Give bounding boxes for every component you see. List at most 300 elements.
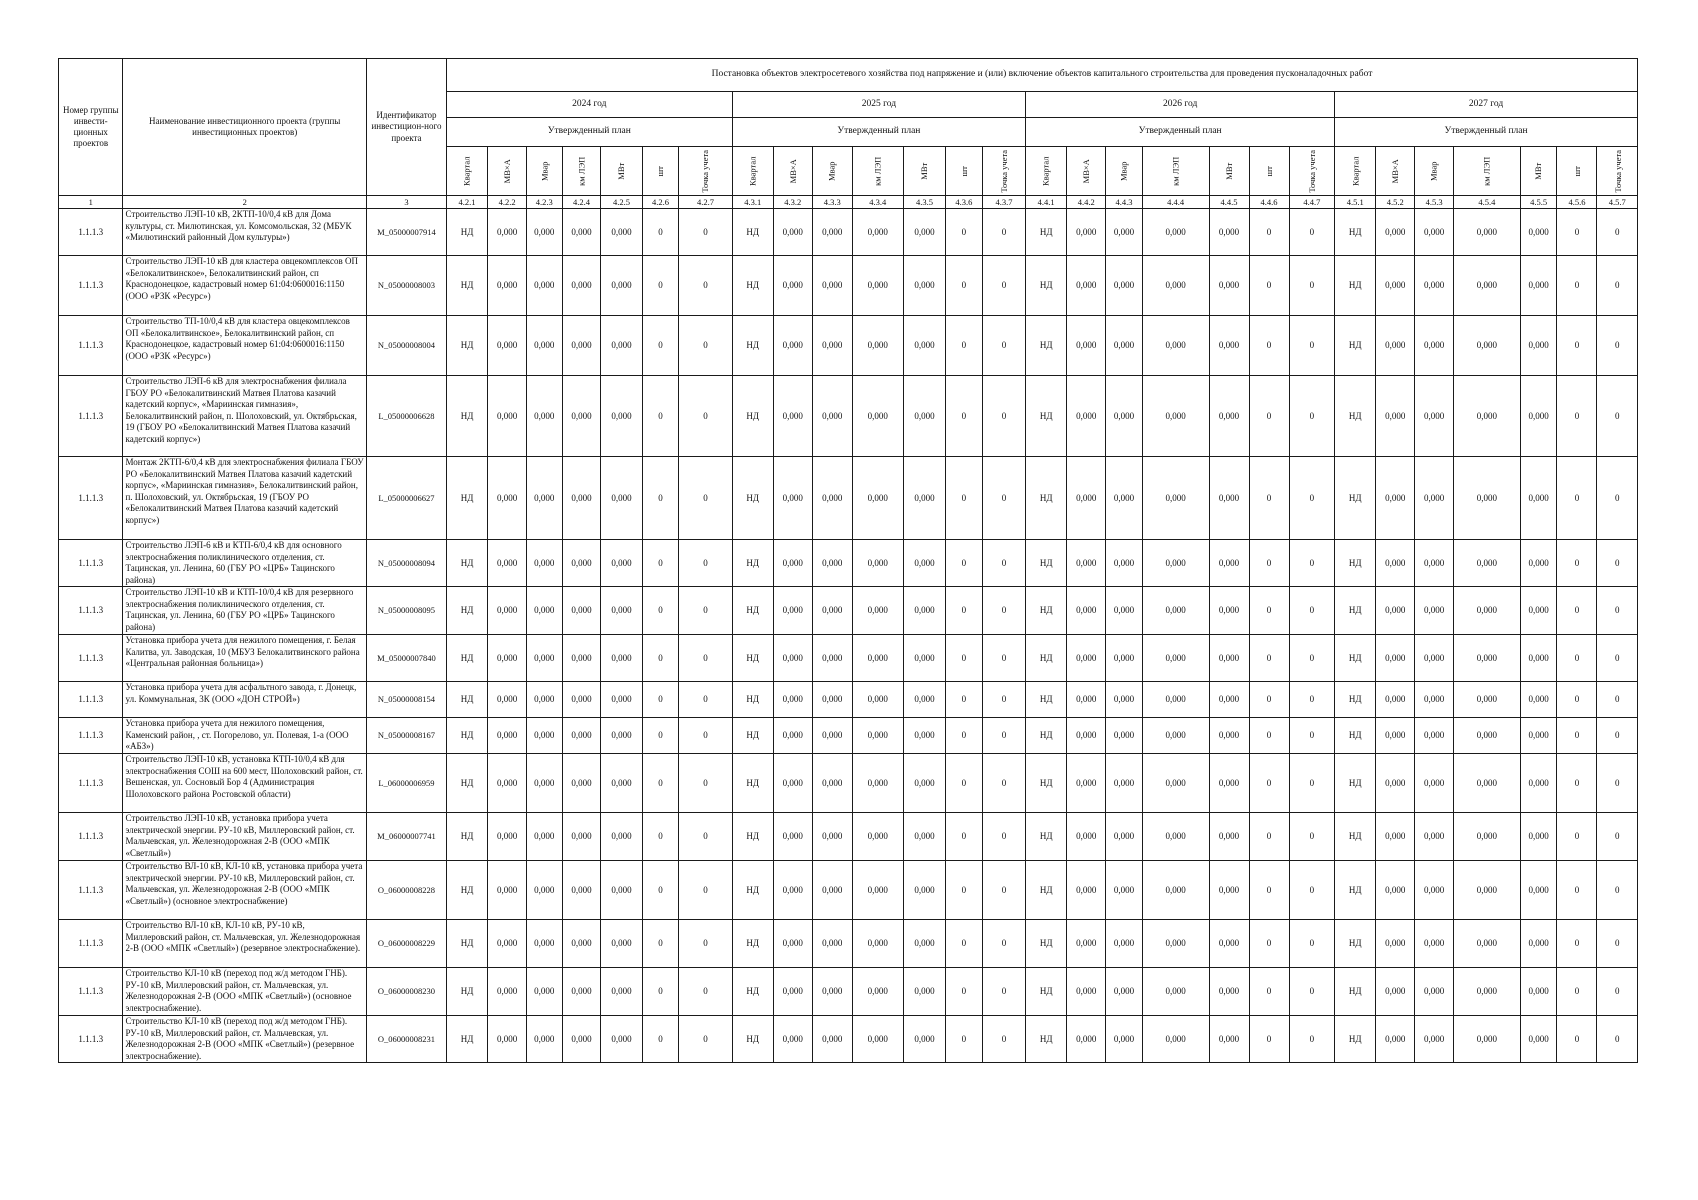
unit-header: [1106, 147, 1143, 196]
value-cell: 0: [946, 540, 983, 587]
value-cell: 0,000: [773, 718, 812, 754]
value-cell: 0: [1249, 256, 1289, 316]
value-cell: 0,000: [562, 754, 601, 813]
value-cell: 0,000: [1067, 682, 1106, 718]
value-cell: НД: [446, 376, 487, 457]
value-cell: 0,000: [1415, 682, 1454, 718]
value-cell: 0: [1597, 540, 1638, 587]
value-cell: НД: [732, 316, 773, 376]
value-cell: 0: [1597, 754, 1638, 813]
value-cell: 0: [946, 376, 983, 457]
value-cell: 0,000: [1209, 718, 1249, 754]
column-code: 4.3.3: [812, 196, 852, 209]
value-cell: НД: [1026, 968, 1067, 1016]
unit-label: Квартал: [1349, 156, 1360, 186]
value-cell: НД: [1335, 968, 1376, 1016]
value-cell: 0,000: [601, 861, 642, 920]
value-cell: 0,000: [601, 635, 642, 682]
value-cell: 0: [1289, 209, 1335, 256]
value-cell: 0: [946, 587, 983, 635]
value-cell: НД: [1335, 316, 1376, 376]
value-cell: НД: [1335, 635, 1376, 682]
value-cell: 0: [1557, 718, 1597, 754]
value-cell: НД: [1026, 813, 1067, 861]
value-cell: 0,000: [1520, 540, 1557, 587]
value-cell: 0,000: [1142, 920, 1209, 968]
project-name-cell: Строительство ЛЭП-10 кВ для кластера овцекомплексов ОП «Белокалитвинское», Белокалитвинский район, сп Краснодонецкое, кадастровый номер 61:04:0600016:1150 (ООО «РЗК «Ресурс»): [123, 256, 366, 316]
value-cell: 0,000: [1209, 587, 1249, 635]
unit-header: [852, 147, 903, 196]
value-cell: 0,000: [1376, 635, 1415, 682]
value-cell: 0,000: [1415, 861, 1454, 920]
value-cell: 0: [982, 1016, 1025, 1063]
value-cell: 0: [1557, 920, 1597, 968]
unit-header: [488, 147, 527, 196]
value-cell: 0,000: [1142, 754, 1209, 813]
unit-header: [527, 147, 563, 196]
value-cell: НД: [446, 682, 487, 718]
group-number-cell: 1.1.1.3: [59, 968, 123, 1016]
value-cell: НД: [1026, 457, 1067, 540]
column-code: 4.5.6: [1557, 196, 1597, 209]
value-cell: 0: [946, 256, 983, 316]
value-cell: 0: [679, 376, 732, 457]
value-cell: 0,000: [1454, 861, 1521, 920]
value-cell: 0,000: [773, 861, 812, 920]
value-cell: 0: [642, 861, 679, 920]
value-cell: 0: [1249, 718, 1289, 754]
value-cell: НД: [446, 861, 487, 920]
group-number-cell: 1.1.1.3: [59, 256, 123, 316]
value-cell: 0,000: [1415, 540, 1454, 587]
value-cell: 0,000: [562, 718, 601, 754]
value-cell: НД: [446, 920, 487, 968]
value-cell: 0,000: [903, 376, 945, 457]
value-cell: 0: [1557, 682, 1597, 718]
value-cell: 0,000: [1520, 587, 1557, 635]
value-cell: 0,000: [1376, 587, 1415, 635]
unit-label: МВ×А: [787, 158, 798, 183]
value-cell: НД: [732, 1016, 773, 1063]
project-id-cell: M_05000007914: [366, 209, 446, 256]
value-cell: 0,000: [1454, 376, 1521, 457]
value-cell: НД: [1335, 376, 1376, 457]
value-cell: 0: [1597, 316, 1638, 376]
unit-label: км ЛЭП: [1170, 156, 1181, 186]
value-cell: НД: [732, 587, 773, 635]
value-cell: 0: [1249, 209, 1289, 256]
value-cell: 0,000: [903, 968, 945, 1016]
group-number-cell: 1.1.1.3: [59, 718, 123, 754]
value-cell: 0,000: [773, 587, 812, 635]
column-code: 4.2.5: [601, 196, 642, 209]
value-cell: 0,000: [1106, 457, 1143, 540]
value-cell: 0,000: [1454, 540, 1521, 587]
table-row: [59, 457, 1638, 540]
value-cell: 0,000: [601, 682, 642, 718]
value-cell: НД: [1026, 316, 1067, 376]
value-cell: 0: [1557, 540, 1597, 587]
value-cell: 0: [1289, 968, 1335, 1016]
value-cell: 0,000: [1454, 316, 1521, 376]
value-cell: 0,000: [852, 861, 903, 920]
value-cell: 0,000: [852, 718, 903, 754]
value-cell: 0,000: [1067, 861, 1106, 920]
unit-label: Квартал: [747, 156, 758, 186]
column-code: 4.2.2: [488, 196, 527, 209]
column-code: 4.5.5: [1520, 196, 1557, 209]
column-code: 4.4.7: [1289, 196, 1335, 209]
value-cell: НД: [1335, 682, 1376, 718]
value-cell: 0,000: [488, 813, 527, 861]
value-cell: 0,000: [1067, 540, 1106, 587]
value-cell: 0,000: [488, 256, 527, 316]
value-cell: 0,000: [1142, 813, 1209, 861]
value-cell: 0,000: [1142, 718, 1209, 754]
value-cell: 0,000: [1415, 813, 1454, 861]
value-cell: 0,000: [1454, 256, 1521, 316]
value-cell: 0,000: [1454, 1016, 1521, 1063]
value-cell: 0,000: [852, 256, 903, 316]
value-cell: 0,000: [1520, 209, 1557, 256]
value-cell: 0,000: [527, 256, 563, 316]
value-cell: 0,000: [562, 861, 601, 920]
value-cell: 0,000: [812, 540, 852, 587]
group-number-header: Номер группы инвести-ционных проектов: [59, 59, 123, 196]
value-cell: 0: [1249, 1016, 1289, 1063]
value-cell: НД: [446, 968, 487, 1016]
column-code: 4.5.7: [1597, 196, 1638, 209]
unit-label: Мвар: [1118, 161, 1129, 181]
value-cell: 0,000: [1106, 718, 1143, 754]
value-cell: 0,000: [1142, 209, 1209, 256]
value-cell: 0: [1557, 861, 1597, 920]
value-cell: 0,000: [773, 754, 812, 813]
value-cell: 0: [1289, 718, 1335, 754]
unit-label: Мвар: [826, 161, 837, 181]
unit-label: Точка учета: [1613, 149, 1624, 193]
column-code: 4.3.2: [773, 196, 812, 209]
value-cell: 0,000: [488, 968, 527, 1016]
value-cell: 0,000: [601, 1016, 642, 1063]
value-cell: НД: [446, 256, 487, 316]
value-cell: 0,000: [1454, 718, 1521, 754]
value-cell: 0,000: [1106, 813, 1143, 861]
column-code: 4.4.6: [1249, 196, 1289, 209]
group-number-cell: 1.1.1.3: [59, 587, 123, 635]
value-cell: 0,000: [1415, 376, 1454, 457]
value-cell: 0,000: [562, 920, 601, 968]
value-cell: 0,000: [1520, 920, 1557, 968]
value-cell: НД: [1026, 209, 1067, 256]
value-cell: 0,000: [1209, 861, 1249, 920]
value-cell: 0: [1289, 920, 1335, 968]
value-cell: 0: [1597, 457, 1638, 540]
value-cell: 0: [1557, 457, 1597, 540]
value-cell: 0,000: [527, 376, 563, 457]
project-name-cell: Установка прибора учета для асфальтного завода, г. Донецк, ул. Коммунальная, 3К (ООО «ДОН СТРОЙ»): [123, 682, 366, 718]
value-cell: 0: [679, 861, 732, 920]
value-cell: 0,000: [1106, 587, 1143, 635]
table-row: [59, 968, 1638, 1016]
value-cell: 0: [679, 718, 732, 754]
value-cell: 0,000: [562, 209, 601, 256]
value-cell: НД: [732, 754, 773, 813]
value-cell: НД: [446, 718, 487, 754]
group-number-cell: 1.1.1.3: [59, 635, 123, 682]
approved-plan-header: Утвержденный план: [732, 118, 1025, 147]
value-cell: 0,000: [1142, 968, 1209, 1016]
value-cell: 0,000: [1454, 813, 1521, 861]
table-title: Постановка объектов электросетевого хозяйства под напряжение и (или) включение объектов капитального строительства для проведения пусконаладочных работ: [446, 59, 1637, 92]
value-cell: 0,000: [527, 457, 563, 540]
value-cell: 0: [946, 920, 983, 968]
value-cell: 0,000: [852, 968, 903, 1016]
value-cell: 0: [1557, 209, 1597, 256]
value-cell: 0,000: [488, 754, 527, 813]
value-cell: 0,000: [903, 754, 945, 813]
value-cell: 0,000: [903, 682, 945, 718]
value-cell: 0,000: [562, 256, 601, 316]
value-cell: 0,000: [1209, 457, 1249, 540]
value-cell: 0,000: [1106, 861, 1143, 920]
value-cell: 0,000: [1415, 256, 1454, 316]
value-cell: 0,000: [1520, 718, 1557, 754]
value-cell: 0,000: [1520, 376, 1557, 457]
value-cell: 0: [1557, 635, 1597, 682]
value-cell: 0,000: [1454, 968, 1521, 1016]
value-cell: 0,000: [1376, 256, 1415, 316]
value-cell: 0,000: [601, 256, 642, 316]
project-id-cell: L_05000006628: [366, 376, 446, 457]
unit-header: [812, 147, 852, 196]
column-code: 4.3.6: [946, 196, 983, 209]
value-cell: 0: [982, 682, 1025, 718]
value-cell: НД: [1335, 1016, 1376, 1063]
table-row: [59, 1016, 1638, 1063]
value-cell: 0,000: [1067, 376, 1106, 457]
value-cell: 0: [642, 256, 679, 316]
value-cell: 0,000: [562, 376, 601, 457]
value-cell: 0,000: [1142, 256, 1209, 316]
project-name-cell: Установка прибора учета для нежилого помещения, г. Белая Калитва, ул. Заводская, 10 (МБУЗ Белокалитвинского района «Центральная районная больница»): [123, 635, 366, 682]
value-cell: НД: [732, 813, 773, 861]
value-cell: 0,000: [527, 968, 563, 1016]
value-cell: 0,000: [1106, 540, 1143, 587]
project-id-cell: O_06000008230: [366, 968, 446, 1016]
approved-plan-header: Утвержденный план: [1026, 118, 1335, 147]
value-cell: 0,000: [773, 635, 812, 682]
value-cell: 0,000: [1067, 1016, 1106, 1063]
column-code: 4.3.5: [903, 196, 945, 209]
value-cell: 0: [1597, 587, 1638, 635]
value-cell: НД: [1026, 682, 1067, 718]
value-cell: НД: [1335, 754, 1376, 813]
unit-label: Квартал: [1040, 156, 1051, 186]
value-cell: 0: [982, 457, 1025, 540]
project-id-cell: N_05000008004: [366, 316, 446, 376]
value-cell: 0,000: [601, 316, 642, 376]
value-cell: 0: [982, 718, 1025, 754]
value-cell: НД: [446, 457, 487, 540]
value-cell: 0,000: [1209, 920, 1249, 968]
value-cell: 0,000: [1376, 376, 1415, 457]
value-cell: НД: [446, 209, 487, 256]
value-cell: 0,000: [1376, 682, 1415, 718]
value-cell: 0,000: [1209, 209, 1249, 256]
value-cell: 0,000: [1106, 256, 1143, 316]
value-cell: 0,000: [1209, 540, 1249, 587]
value-cell: 0,000: [527, 1016, 563, 1063]
value-cell: 0,000: [1142, 861, 1209, 920]
value-cell: 0,000: [1415, 635, 1454, 682]
project-id-cell: N_05000008154: [366, 682, 446, 718]
value-cell: 0,000: [527, 754, 563, 813]
unit-label: шт: [655, 165, 666, 176]
value-cell: 0,000: [1067, 635, 1106, 682]
value-cell: 0,000: [1142, 635, 1209, 682]
column-code: 4.2.3: [527, 196, 563, 209]
project-name-cell: Установка прибора учета для нежилого помещения, Каменский район, , ст. Погорелово, ул. Полевая, 1-а (ООО «АБЗ»): [123, 718, 366, 754]
table-row: [59, 540, 1638, 587]
value-cell: 0,000: [1106, 968, 1143, 1016]
value-cell: 0: [679, 316, 732, 376]
value-cell: 0,000: [1067, 209, 1106, 256]
project-name-cell: Строительство ЛЭП-6 кВ и КТП-6/0,4 кВ для основного электроснабжения поликлинического отделения, ст. Тацинская, ул. Ленина, 60 (ГБУ РО «ЦРБ» Тацинского района): [123, 540, 366, 587]
value-cell: 0,000: [1376, 718, 1415, 754]
value-cell: 0,000: [773, 540, 812, 587]
value-cell: 0,000: [773, 457, 812, 540]
column-code: 4.3.4: [852, 196, 903, 209]
value-cell: 0: [1557, 968, 1597, 1016]
value-cell: 0: [982, 316, 1025, 376]
value-cell: 0,000: [852, 376, 903, 457]
value-cell: 0,000: [527, 813, 563, 861]
value-cell: 0,000: [773, 376, 812, 457]
table-row: [59, 316, 1638, 376]
value-cell: 0,000: [903, 813, 945, 861]
value-cell: 0,000: [1209, 1016, 1249, 1063]
value-cell: 0,000: [527, 316, 563, 376]
value-cell: 0,000: [1106, 754, 1143, 813]
value-cell: 0: [642, 718, 679, 754]
group-number-cell: 1.1.1.3: [59, 540, 123, 587]
unit-label: МВт: [1223, 162, 1234, 180]
table-row: [59, 587, 1638, 635]
value-cell: 0,000: [488, 587, 527, 635]
value-cell: 0,000: [812, 813, 852, 861]
group-number-cell: 1.1.1.3: [59, 754, 123, 813]
value-cell: 0,000: [527, 635, 563, 682]
value-cell: 0: [679, 587, 732, 635]
value-cell: 0: [982, 813, 1025, 861]
column-code: 4.4.2: [1067, 196, 1106, 209]
unit-header: [1026, 147, 1067, 196]
project-id-cell: O_06000008231: [366, 1016, 446, 1063]
value-cell: 0,000: [1209, 968, 1249, 1016]
unit-header: [773, 147, 812, 196]
unit-header: [1415, 147, 1454, 196]
value-cell: НД: [446, 813, 487, 861]
value-cell: 0,000: [773, 1016, 812, 1063]
value-cell: 0: [1597, 209, 1638, 256]
value-cell: 0,000: [812, 754, 852, 813]
project-name-cell: Строительство ЛЭП-10 кВ и КТП-10/0,4 кВ для резервного электроснабжения поликлинического отделения, ст. Тацинская, ул. Ленина, 60 (ГБУ РО «ЦРБ» Тацинского района): [123, 587, 366, 635]
value-cell: 0: [1289, 635, 1335, 682]
value-cell: 0: [1557, 813, 1597, 861]
group-number-cell: 1.1.1.3: [59, 316, 123, 376]
value-cell: 0,000: [1209, 316, 1249, 376]
value-cell: 0,000: [601, 209, 642, 256]
value-cell: 0: [642, 316, 679, 376]
value-cell: НД: [732, 920, 773, 968]
value-cell: 0,000: [527, 209, 563, 256]
unit-label: шт: [1263, 165, 1274, 176]
value-cell: 0,000: [1376, 813, 1415, 861]
unit-header: [446, 147, 487, 196]
value-cell: 0: [679, 968, 732, 1016]
value-cell: 0,000: [562, 813, 601, 861]
unit-header: [1142, 147, 1209, 196]
value-cell: НД: [1026, 540, 1067, 587]
value-cell: 0,000: [1415, 718, 1454, 754]
value-cell: 0,000: [812, 861, 852, 920]
value-cell: 0,000: [527, 540, 563, 587]
value-cell: 0: [1289, 1016, 1335, 1063]
group-number-cell: 1.1.1.3: [59, 1016, 123, 1063]
project-id-cell: N_05000008167: [366, 718, 446, 754]
value-cell: 0: [1289, 587, 1335, 635]
project-name-cell: Строительство КЛ-10 кВ (переход под ж/д методом ГНБ). РУ-10 кВ, Миллеровский район, ст. Мальчевская, ул. Железнодорожная 2-В (ООО «МПК «Светлый») (основное электроснабжение).: [123, 968, 366, 1016]
value-cell: НД: [1026, 920, 1067, 968]
value-cell: 0,000: [1067, 718, 1106, 754]
value-cell: 0,000: [1520, 813, 1557, 861]
value-cell: 0: [1249, 813, 1289, 861]
value-cell: НД: [1026, 718, 1067, 754]
value-cell: 0,000: [527, 587, 563, 635]
value-cell: 0,000: [1067, 754, 1106, 813]
value-cell: 0,000: [527, 920, 563, 968]
project-name-cell: Строительство ЛЭП-10 кВ, установка прибора учета электрической энергии. РУ-10 кВ, Миллеровский район, ст. Мальчевская, ул. Железнодорожная 2-В (ООО «МПК «Светлый»): [123, 813, 366, 861]
value-cell: 0: [946, 968, 983, 1016]
value-cell: 0,000: [773, 209, 812, 256]
unit-header: [903, 147, 945, 196]
column-number-row: [59, 196, 1638, 209]
value-cell: 0,000: [562, 587, 601, 635]
group-number-cell: 1.1.1.3: [59, 457, 123, 540]
unit-header: [601, 147, 642, 196]
value-cell: 0: [1557, 754, 1597, 813]
value-cell: 0,000: [1376, 1016, 1415, 1063]
value-cell: НД: [1026, 1016, 1067, 1063]
unit-label: км ЛЭП: [1481, 156, 1492, 186]
value-cell: 0,000: [1454, 457, 1521, 540]
value-cell: НД: [1026, 376, 1067, 457]
value-cell: 0,000: [1106, 920, 1143, 968]
value-cell: 0: [679, 920, 732, 968]
value-cell: 0,000: [1106, 316, 1143, 376]
value-cell: 0,000: [562, 968, 601, 1016]
value-cell: 0,000: [903, 316, 945, 376]
value-cell: НД: [446, 635, 487, 682]
value-cell: 0,000: [812, 718, 852, 754]
value-cell: 0,000: [773, 813, 812, 861]
project-id-cell: M_06000007741: [366, 813, 446, 861]
group-number-cell: 1.1.1.3: [59, 813, 123, 861]
column-code: 4.3.1: [732, 196, 773, 209]
unit-label: км ЛЭП: [576, 156, 587, 186]
table-row: [59, 682, 1638, 718]
